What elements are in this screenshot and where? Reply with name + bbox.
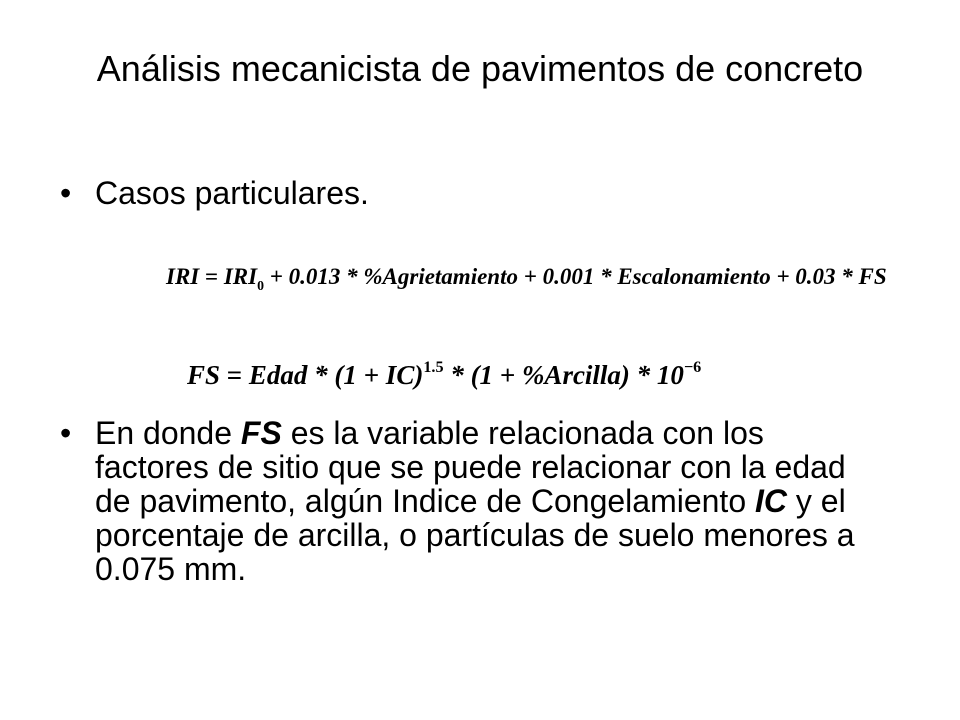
term-fs: FS	[240, 415, 282, 451]
bullet-text-part3: y el porcentaje de arcilla, o partículas de suelo menores a 0.075 mm.	[95, 483, 855, 587]
bullet-marker: •	[60, 175, 72, 211]
formula-iri0-base: IRI	[223, 264, 258, 289]
slide-title: Análisis mecanicista de pavimentos de concreto	[96, 48, 864, 89]
formula-fs-exponent-2: −6	[683, 358, 702, 376]
formula-fs-lhs: FS	[187, 360, 221, 390]
formula-fs-equals: =	[226, 360, 243, 390]
formula-iri-terms: + 0.013 * %Agrietamiento + 0.001 * Escalonamiento + 0.03 * FS	[269, 264, 887, 289]
formula-fs-edad-term: Edad * (1 + IC)	[248, 360, 424, 390]
bullet-casos-particulares	[60, 176, 880, 210]
bullet-text: Casos particulares.	[95, 175, 369, 211]
formula-fs-arcilla-term: * (1 + %Arcilla) * 10	[450, 360, 684, 390]
bullet-text-part1: En donde	[95, 415, 241, 451]
bullet-marker: •	[60, 415, 72, 451]
formula-iri0	[223, 264, 265, 293]
formula-iri-equals: =	[205, 264, 219, 289]
bullet-text-part2: es la variable relacionada con los factores de sitio que se puede relacionar con la edad de pavimento, algún Indice de Congelamiento	[95, 415, 846, 519]
term-ic: IC	[755, 483, 787, 519]
formula-iri	[166, 264, 887, 294]
formula-fs	[187, 358, 701, 391]
formula-iri0-subscript: 0	[257, 278, 265, 293]
bullet-text	[95, 416, 880, 586]
formula-fs-exponent-1: 1.5	[423, 358, 444, 376]
formula-iri-lhs: IRI	[166, 264, 200, 289]
bullet-definicion-fs	[60, 416, 880, 586]
